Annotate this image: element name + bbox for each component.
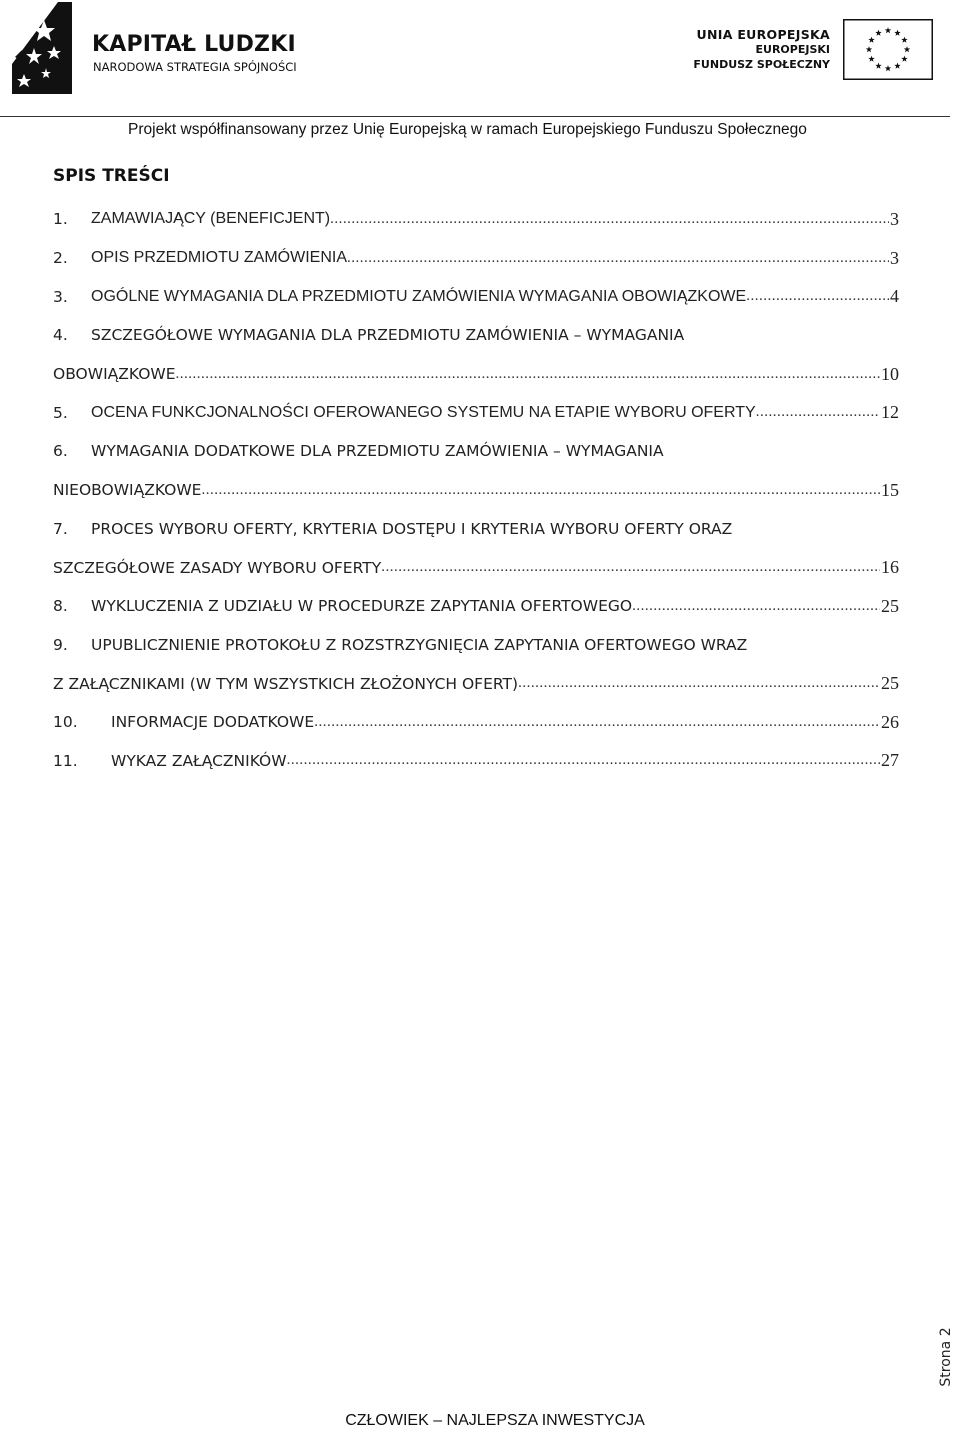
toc-dot-leader [287, 752, 880, 769]
toc-page-number: 3 [890, 247, 899, 268]
toc-entry-2[interactable] [53, 239, 899, 278]
toc-entry-title: WYKLUCZENIA Z UDZIAŁU W PROCEDURZE ZAPYTANIA OFERTOWEGO [91, 597, 633, 616]
toc-entry-title: PROCES WYBORU OFERTY, KRYTERIA DOSTĘPU I KRYTERIA WYBORU OFERTY ORAZ [91, 519, 733, 538]
toc-entry-title-cont: NIEOBOWIĄZKOWE [53, 481, 202, 500]
header-divider [0, 116, 950, 117]
toc-entry-number: 4. [53, 326, 68, 345]
toc-entry-3[interactable] [53, 277, 899, 316]
toc-entry-title: OCENA FUNKCJONALNOŚCI OFEROWANEGO SYSTEMU NA ETAPIE WYBORU OFERTY [91, 403, 756, 421]
toc-entry-8[interactable] [53, 587, 899, 626]
toc-entry-title: OPIS PRZEDMIOTU ZAMÓWIENIA [91, 249, 348, 267]
toc-entry-number: 1. [53, 210, 68, 229]
toc-page-number: 3 [890, 208, 899, 229]
toc-entry-number: 2. [53, 249, 68, 268]
toc-dot-leader [632, 598, 880, 615]
footer-slogan: CZŁOWIEK – NAJLEPSZA INWESTYCJA [345, 1412, 645, 1429]
toc-entry-6[interactable] [53, 432, 899, 471]
eu-fund-label [693, 27, 830, 72]
toc-dot-leader [756, 404, 880, 421]
toc-page-number: 25 [881, 595, 899, 616]
toc-dot-leader [330, 211, 889, 228]
toc-entry-title: ZAMAWIAJĄCY (BENEFICJENT) [91, 210, 331, 228]
toc-page-number: 25 [881, 673, 899, 694]
toc-entry-11[interactable] [53, 742, 899, 781]
toc-entry-number: 11. [53, 751, 78, 770]
toc-dot-leader [347, 250, 889, 267]
toc-entry-title: WYMAGANIA DODATKOWE DLA PRZEDMIOTU ZAMÓWIENIA – WYMAGANIA [91, 442, 664, 461]
toc-entry-5[interactable] [53, 393, 899, 432]
toc-entry-number: 6. [53, 442, 68, 461]
toc-dot-leader [201, 482, 880, 499]
toc-page-number: 27 [881, 750, 899, 771]
toc-entry-4-continuation[interactable] [53, 355, 899, 394]
kapital-ludzki-logo [10, 2, 72, 94]
toc-entry-10[interactable] [53, 703, 899, 742]
toc-page-number: 4 [890, 286, 899, 307]
toc-dot-leader [381, 559, 880, 576]
toc-page-number: 16 [881, 557, 899, 578]
toc-page-number: 12 [881, 402, 899, 423]
toc-page-number: 10 [881, 363, 899, 384]
page-number-label [936, 1322, 956, 1392]
toc-entry-title-cont: Z ZAŁĄCZNIKAMI (W TYM WSZYSTKICH ZŁOŻONYCH OFERT) [53, 674, 519, 693]
toc-entry-1[interactable] [53, 200, 899, 239]
toc-entry-title: SZCZEGÓŁOWE WYMAGANIA DLA PRZEDMIOTU ZAMÓWIENIA – WYMAGANIA [91, 326, 685, 345]
toc-entry-6-continuation[interactable] [53, 471, 899, 510]
page-number-text: Strona 2 [938, 1327, 954, 1387]
eu-union-label: UNIA EUROPEJSKA [696, 27, 830, 42]
toc-dot-leader [314, 714, 880, 731]
toc-entry-number: 7. [53, 519, 68, 538]
toc-entry-number: 8. [53, 597, 68, 616]
toc-dot-leader [518, 675, 880, 692]
toc-entry-number: 5. [53, 403, 68, 422]
toc-entry-7[interactable] [53, 510, 899, 549]
toc-entry-4[interactable] [53, 316, 899, 355]
toc-title: SPIS TREŚCI [53, 166, 170, 186]
toc-dot-leader [746, 288, 889, 305]
toc-entry-title: UPUBLICZNIENIE PROTOKOŁU Z ROZSTRZYGNIĘCIA ZAPYTANIA OFERTOWEGO WRAZ [91, 635, 748, 654]
toc-entry-title: OGÓLNE WYMAGANIA DLA PRZEDMIOTU ZAMÓWIENIA WYMAGANIA OBOWIĄZKOWE [91, 287, 747, 305]
toc-entry-title: WYKAZ ZAŁĄCZNIKÓW [111, 751, 287, 770]
toc-page-number: 15 [881, 479, 899, 500]
toc-entry-number: 10. [53, 713, 78, 732]
toc-entry-9-continuation[interactable] [53, 664, 899, 703]
toc-entry-title: INFORMACJE DODATKOWE [111, 713, 315, 732]
eu-flag-icon [843, 19, 933, 80]
toc-entry-7-continuation[interactable] [53, 548, 899, 587]
cofinancing-note: Projekt współfinansowany przez Unię Europejską w ramach Europejskiego Funduszu Społecznego [128, 121, 807, 138]
table-of-contents [53, 200, 899, 780]
toc-entry-number: 3. [53, 287, 68, 306]
eu-fund-line2: FUNDUSZ SPOŁECZNY [693, 58, 830, 71]
toc-dot-leader [176, 366, 880, 383]
toc-entry-9[interactable] [53, 626, 899, 665]
toc-entry-title-cont: OBOWIĄZKOWE [53, 365, 176, 384]
eu-fund-line1: EUROPEJSKI [755, 43, 830, 56]
program-subtitle: NARODOWA STRATEGIA SPÓJNOŚCI [93, 60, 297, 74]
toc-entry-title-cont: SZCZEGÓŁOWE ZASADY WYBORU OFERTY [53, 558, 382, 577]
toc-page-number: 26 [881, 711, 899, 732]
toc-entry-number: 9. [53, 635, 68, 654]
page-header [0, 0, 960, 140]
program-title: KAPITAŁ LUDZKI [92, 32, 296, 57]
